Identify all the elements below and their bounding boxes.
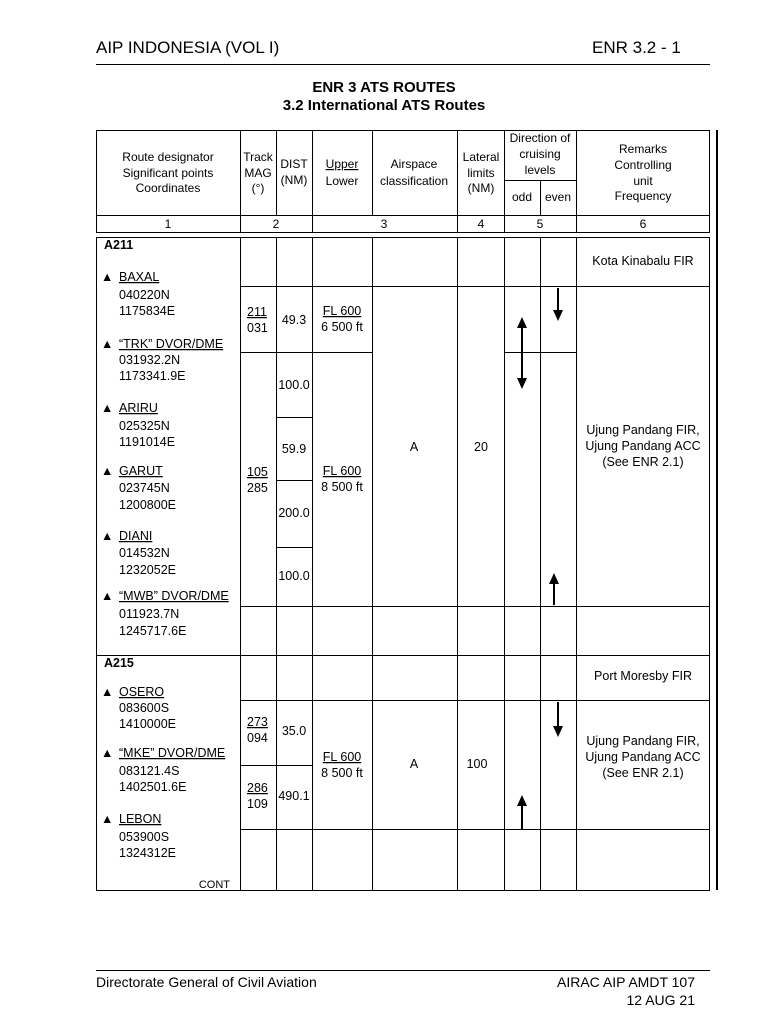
header-title: AIP INDONESIA (VOL I) — [96, 38, 280, 57]
remarks-line1: Ujung Pandang FIR, — [586, 423, 700, 437]
col-number-6: 6 — [639, 217, 647, 231]
airspace-class: A — [409, 757, 419, 771]
triangle-icon: ▲ — [101, 270, 114, 284]
waypoint-name: GARUT — [119, 464, 163, 478]
col6-head-l4: Frequency — [614, 189, 672, 203]
col2b-head-l2: (NM) — [280, 173, 308, 187]
col4-head-l2: limits — [467, 166, 495, 180]
col4-head-l3: (NM) — [467, 181, 495, 195]
arrow-up-icon — [517, 795, 527, 829]
waypoint-lat: 025325N — [119, 419, 170, 433]
segment-track-reverse: 109 — [247, 797, 268, 811]
segment-lower: 6 500 ft — [321, 320, 363, 334]
remarks-fir: Kota Kinabalu FIR — [592, 254, 694, 268]
triangle-icon: ▲ — [101, 812, 114, 826]
col-number-5: 5 — [536, 217, 544, 231]
waypoint-lat: 040220N — [119, 288, 170, 302]
waypoint-lon: 1232052E — [119, 563, 177, 577]
col5-head-odd: odd — [511, 190, 533, 204]
waypoint-lon: 1175834E — [119, 304, 176, 318]
arrow-down-icon — [553, 702, 563, 737]
segment-track: 211 — [247, 305, 267, 319]
col-number-2: 2 — [272, 217, 280, 231]
waypoint-name: “TRK” DVOR/DME — [119, 337, 224, 351]
triangle-icon: ▲ — [101, 464, 114, 478]
triangle-icon: ▲ — [101, 746, 114, 760]
col5-head-even: even — [544, 190, 572, 204]
waypoint-lat: 014532N — [119, 546, 170, 560]
col3b-head-l1: Airspace — [390, 157, 438, 171]
col2a-head-l3: (°) — [251, 181, 265, 195]
arrow-down-icon — [553, 288, 563, 321]
waypoint-lat: 083600S — [119, 701, 170, 715]
route-designator-a215: A215 — [104, 656, 134, 670]
route-designator-a211: A211 — [104, 238, 134, 252]
lateral-limits: 20 — [474, 440, 488, 454]
col2a-head-l2: MAG — [244, 166, 272, 180]
waypoint-lon: 1173341.9E — [119, 369, 186, 383]
waypoint-name: “MKE” DVOR/DME — [119, 746, 226, 760]
segment-dist: 200.0 — [278, 506, 310, 520]
footer-date: 12 AUG 21 — [626, 992, 695, 1008]
footer-authority: Directorate General of Civil Aviation — [96, 974, 317, 990]
triangle-icon: ▲ — [101, 589, 114, 603]
col-number-3: 3 — [380, 217, 388, 231]
waypoint-lon: 1191014E — [119, 435, 176, 449]
triangle-icon: ▲ — [101, 401, 114, 415]
remarks-line2: Ujung Pandang ACC — [585, 439, 701, 453]
segment-lower: 8 500 ft — [321, 766, 363, 780]
triangle-icon: ▲ — [101, 337, 114, 351]
col6-head-l2: Controlling — [614, 158, 672, 172]
segment-dist: 100.0 — [278, 569, 310, 583]
segment-track-reverse: 285 — [247, 481, 268, 495]
remarks-fir: Port Moresby FIR — [594, 669, 692, 683]
segment-dist: 35.0 — [281, 724, 307, 738]
waypoint-name: DIANI — [119, 529, 153, 543]
waypoint-lon: 1245717.6E — [119, 624, 187, 638]
waypoint-name: ARIRU — [119, 401, 158, 415]
segment-upper: FL 600 — [322, 750, 362, 764]
col4-head-l1: Lateral — [462, 150, 500, 164]
col1-head-l1: Route designator — [122, 150, 214, 164]
segment-track-reverse: 031 — [247, 321, 268, 335]
remarks-line1: Ujung Pandang FIR, — [586, 734, 700, 748]
waypoint-name: BAXAL — [119, 270, 160, 284]
lateral-limits: 100 — [466, 757, 488, 771]
col6-head-l1: Remarks — [618, 142, 668, 156]
col1-head-l3: Coordinates — [135, 181, 201, 195]
col3a-head-lower: Lower — [325, 174, 359, 188]
segment-upper: FL 600 — [322, 464, 362, 478]
waypoint-lat: 053900S — [119, 830, 170, 844]
triangle-icon: ▲ — [101, 529, 114, 543]
col-number-1: 1 — [164, 217, 172, 231]
col3a-head-upper: Upper — [325, 157, 359, 171]
waypoint-lon: 1402501.6E — [119, 780, 187, 794]
waypoint-lon: 1200800E — [119, 498, 177, 512]
remarks-line2: Ujung Pandang ACC — [585, 750, 701, 764]
col5-head-l2: cruising — [519, 147, 561, 161]
waypoint-lat: 083121.4S — [119, 764, 180, 778]
segment-lower: 8 500 ft — [321, 480, 363, 494]
segment-dist: 49.3 — [281, 313, 307, 327]
waypoint-lon: 1324312E — [119, 846, 177, 860]
remarks-line3: (See ENR 2.1) — [602, 455, 684, 469]
segment-track-reverse: 094 — [247, 731, 268, 745]
segment-upper: FL 600 — [322, 304, 362, 318]
waypoint-lat: 031932.2N — [119, 353, 181, 367]
segment-track: 286 — [247, 781, 268, 795]
header-page-ref: ENR 3.2 - 1 — [592, 38, 681, 57]
footer-amendment: AIRAC AIP AMDT 107 — [557, 974, 695, 990]
continued-label: CONT — [198, 879, 230, 891]
segment-dist: 100.0 — [278, 378, 310, 392]
section-title: ENR 3 ATS ROUTES — [312, 79, 456, 96]
section-subtitle: 3.2 International ATS Routes — [282, 97, 486, 114]
col6-head-l3: unit — [633, 174, 653, 188]
segment-track: 273 — [247, 715, 268, 729]
waypoint-lat: 011923.7N — [119, 607, 180, 621]
waypoint-name: OSERO — [119, 685, 165, 699]
col1-head-l2: Significant points — [122, 166, 214, 180]
col5-head-l1: Direction of — [509, 131, 571, 145]
waypoint-name: LEBON — [119, 812, 162, 826]
col2b-head-l1: DIST — [280, 157, 308, 171]
segment-track: 105 — [247, 465, 268, 479]
segment-dist: 59.9 — [281, 442, 307, 456]
waypoint-lon: 1410000E — [119, 717, 177, 731]
waypoint-lat: 023745N — [119, 481, 170, 495]
airspace-class: A — [409, 440, 419, 454]
footer-rule — [96, 970, 710, 971]
col-number-4: 4 — [477, 217, 485, 231]
col3b-head-l2: classification — [379, 174, 449, 188]
triangle-icon: ▲ — [101, 685, 114, 699]
col5-head-l3: levels — [524, 163, 556, 177]
col2a-head-l1: Track — [243, 150, 273, 164]
waypoint-name: “MWB” DVOR/DME — [119, 589, 229, 603]
segment-dist: 490.1 — [278, 789, 310, 803]
arrow-up-icon — [549, 573, 559, 605]
remarks-line3: (See ENR 2.1) — [602, 766, 684, 780]
